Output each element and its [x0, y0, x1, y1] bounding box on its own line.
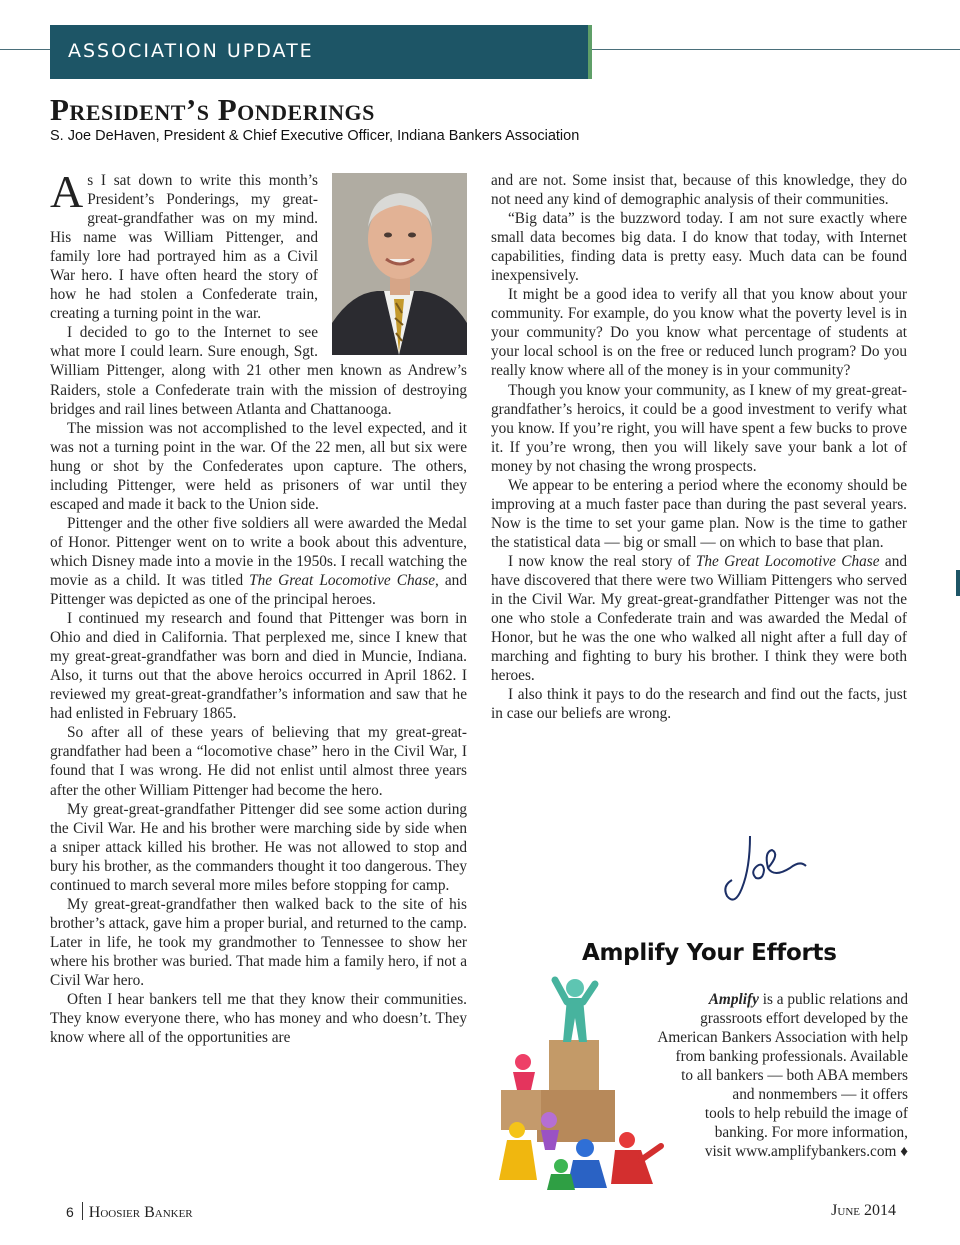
left-paragraph-5: I continued my research and found that Pittenger was born in Ohio and died in California. That perplexed me, since I knew that my great-great-grandfather was born and died in Muncie, Indiana. Also, it turns out that the above heroics occurred in April 1862. I reviewed my great-great-grandfather’s information and saw that he had enlisted in February 1865.: [50, 610, 467, 723]
amplify-brand: Amplify: [708, 991, 759, 1008]
left-paragraph-1: s I sat down to write this month’s President’s Ponderings, my great-great-grandfather was on my mind. His name was William Pittenger, and family lore had portrayed him as a Civil War hero. I have often heard the story of how he had stolen a Confederate train, creating a turning point in the war.: [50, 172, 318, 323]
right-paragraph-3: It might be a good idea to verify all that you know about your community. For example, do you know what the poverty level is in your community? Do you know what percentage of students at your local school is on the free or reduced lunch program? Do you really know where all of the money is in your community?: [491, 286, 907, 380]
film-title: The Great Locomotive Chase: [249, 571, 436, 589]
left-paragraph-3: The mission was not accomplished to the level expected, and it was not a turning point in the war. Of the 22 men, all but six were hung or shot by the Confederates upon capture. The others, including Pittenger, were held as prisoners of war until they escaped and made it back to the Union side.: [50, 419, 467, 513]
left-paragraph-6: So after all of these years of believing that my great-great-grandfather had been a “locomotive chase” hero in the Civil War, I found that I was wrong. He did not enlist until almost three years after the other William Pittenger had become the hero.: [50, 724, 467, 799]
section-label: ASSOCIATION UPDATE: [68, 40, 314, 62]
page-number: 6: [66, 1204, 74, 1220]
left-column: [50, 166, 467, 1047]
right-paragraph-5: We appear to be entering a period where the economy should be improving at a much faster pace than during the past several years. Now is the time to set your game plan. Now is the time to gather the statistical data — big or small — on which to base that plan.: [491, 476, 907, 551]
right-column: [491, 171, 907, 723]
footer-left: [66, 1202, 193, 1222]
left-paragraph-9: Often I hear bankers tell me that they know their communities. They know everyone there, who has money and who doesn’t. They know where all of the opportunities are: [50, 991, 467, 1047]
publication-name: Hoosier Banker: [88, 1204, 193, 1221]
film-title-right: The Great Locomotive Chase: [695, 552, 880, 570]
left-paragraph-2: I decided to go to the Internet to see what more I could learn. Sure enough, Sgt. William Pittenger, along with 21 other men known as Andrew’s Raiders, stole a Confederate train with the mission of destroying bridges and rail lines between Atlanta and Chattanooga.: [50, 324, 467, 418]
right-paragraph-1: and are not. Some insist that, because of this knowledge, they do not need any kind of demographic analysis of their communities.: [491, 172, 907, 209]
left-paragraph-8: My great-great-grandfather then walked back to the site of his brother’s attack, gave him a proper burial, and returned to the camp. Later in life, he took my grandmother to Tennessee to show her where his brother was buried. That made him a family hero, if not a Civil War hero.: [50, 895, 467, 989]
footer-divider: [82, 1202, 83, 1220]
section-header: [50, 25, 592, 79]
left-paragraph-7: My great-great-grandfather Pittenger did see some action during the Civil War. He and his brother were marching side by side when a sniper attack killed his brother. He was not allowed to stop and bury his brother, as the commanders thought it too dangerous. They continued to march several more miles before stopping for camp.: [50, 800, 467, 894]
author-portrait: [332, 173, 467, 355]
page-edge-tab: [956, 570, 960, 596]
right-paragraph-2: “Big data” is the buzzword today. I am not sure exactly where small data becomes big data. I do know that today, with Internet capabilities, finding data is pretty easy. Much data can be found inexpensively.: [491, 210, 907, 285]
article-title: President’s Ponderings: [50, 92, 375, 127]
right-paragraph-4: Though you know your community, as I knew of my great-great-grandfather’s heroics, it could be a good investment to verify what you know. If you’re right, you will have spent a few bucks to prove it. If you’re wrong, then you will likely save your bank a lot of money by not chasing the wrong prospects.: [491, 381, 907, 475]
amplify-title: Amplify Your Efforts: [582, 940, 837, 966]
right-paragraph-7: I also think it pays to do the research and find out the facts, just in case our beliefs are wrong.: [491, 686, 907, 723]
left-paragraph-4: Pittenger and the other five soldiers all were awarded the Medal of Honor. Pittenger went on to write a book about this adventure, which Disney made into a movie in the 1950s. I recall watching the movie as a child. It was titled The Great Locomotive Chase, and Pittenger was depicted as one of the principal heroes.: [50, 514, 467, 609]
drop-cap: A: [50, 166, 84, 217]
issue-date: June 2014: [831, 1202, 896, 1219]
amplify-description: Amplify is a public relations and grassroots effort developed by the American Bankers Association with help from banking professionals. Available to all bankers — both ABA members and nonmembers — it offers tools to help rebuild the image of banking. For more information, visit www.amplifybankers.com ♦: [612, 990, 908, 1161]
right-paragraph-6: I now know the real story of The Great Locomotive Chase and have discovered that there were two William Pittengers who served in the Civil War. My great-great-grandfather Pittenger was not the one who stole a Confederate train and was awarded the Medal of Honor, but he was the one who walked all night after a full day of marching and fighting to bury his brother. I think they were both heroes.: [491, 552, 907, 685]
amplify-website: visit www.amplifybankers.com ♦: [704, 1143, 908, 1161]
signature: [720, 828, 810, 908]
article-byline: S. Joe DeHaven, President & Chief Executive Officer, Indiana Bankers Association: [50, 128, 580, 144]
